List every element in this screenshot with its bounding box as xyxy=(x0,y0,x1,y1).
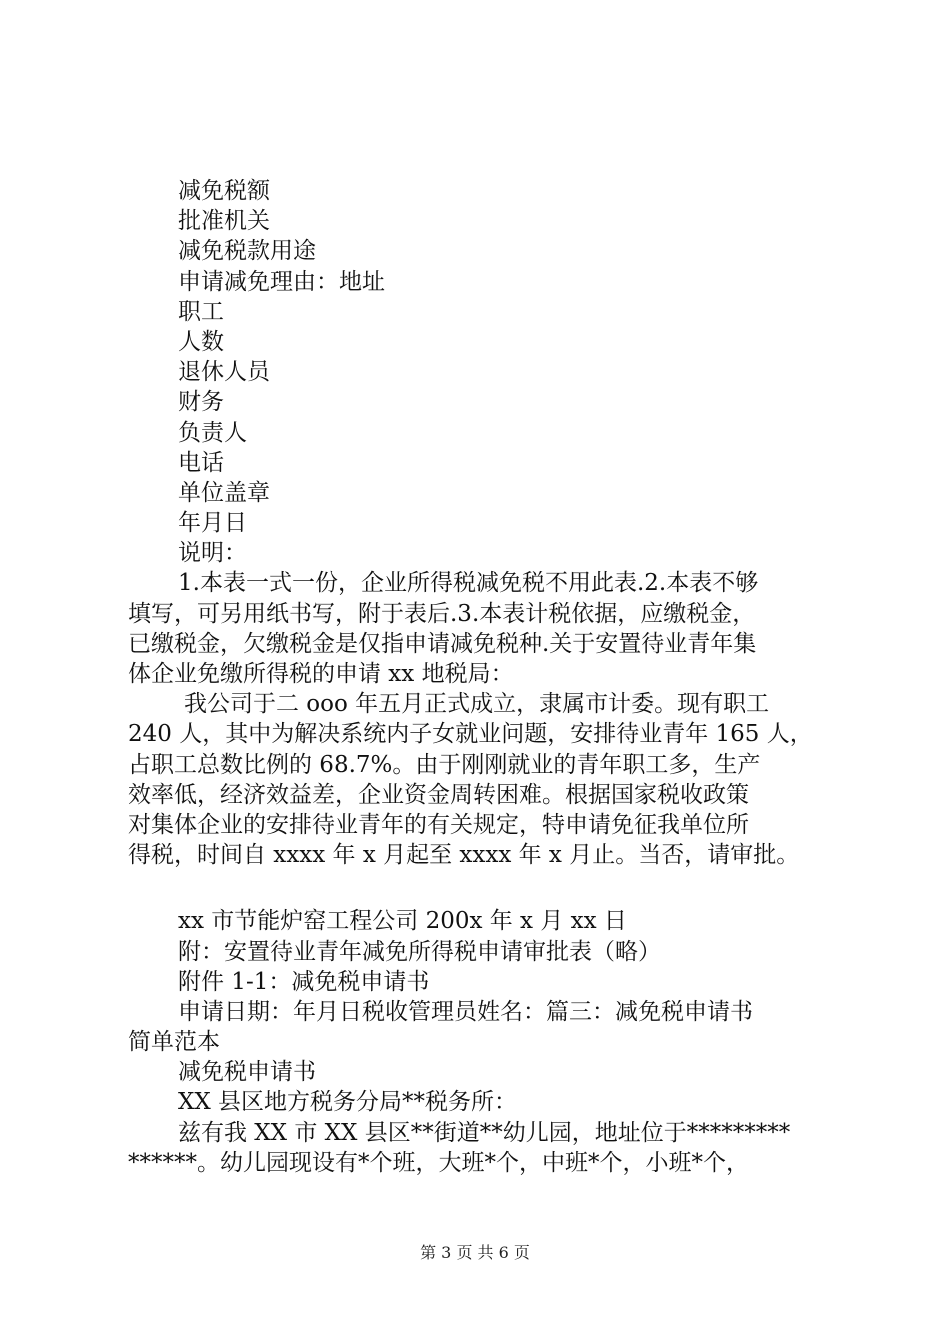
paragraph-line: 兹有我 XX 市 XX 县区**街道**幼儿园，地址位于********* xyxy=(178,1119,791,1146)
closing-section xyxy=(128,906,830,1178)
paragraph-line: ******。幼儿园现设有*个班，大班*个，中班*个，小班*个， xyxy=(128,1149,749,1176)
paragraph-line: 占职工总数比例的 68.7%。由于刚刚就业的青年职工多，生产 xyxy=(128,751,761,778)
paragraph-line: 得税，时间自 xxxx 年 x 月起至 xxxx 年 x 月止。当否，请审批。 xyxy=(128,842,800,869)
attachment-note: 附：安置待业青年减免所得税申请审批表（略） xyxy=(178,938,661,965)
field-phone: 电话 xyxy=(178,449,224,476)
sample-title: 减免税申请书 xyxy=(178,1059,316,1086)
document-body xyxy=(128,176,830,1178)
field-tax-usage: 减免税款用途 xyxy=(178,238,316,265)
field-finance: 财务 xyxy=(178,389,224,416)
recipient-line: XX 县区地方税务分局**税务所： xyxy=(178,1089,518,1116)
field-notes-heading: 说明： xyxy=(178,540,247,567)
application-date-line: 申请日期：年月日税收管理员姓名：篇三：减免税申请书 xyxy=(178,998,753,1025)
page-number-footer: 第 3 页 共 6 页 xyxy=(420,1243,530,1262)
company-signature-line: xx 市节能炉窑工程公司 200x 年 x 月 xx 日 xyxy=(178,908,627,935)
attachment-title: 附件 1-1：减免税申请书 xyxy=(178,968,430,995)
field-person-in-charge: 负责人 xyxy=(178,419,247,446)
field-staff: 职工 xyxy=(178,298,224,325)
field-seal: 单位盖章 xyxy=(178,479,270,506)
paragraph-line: 1.本表一式一份，企业所得税减免税不用此表.2.本表不够 xyxy=(178,570,759,597)
field-headcount: 人数 xyxy=(178,328,224,355)
field-date: 年月日 xyxy=(178,510,247,537)
field-reason-address: 申请减免理由：地址 xyxy=(178,268,385,295)
paragraph-line: 240 人，其中为解决系统内子女就业问题，安排待业青年 165 人， xyxy=(128,721,813,748)
paragraph-line: 简单范本 xyxy=(128,1029,220,1056)
paragraph-line: 已缴税金，欠缴税金是仅指申请减免税种.关于安置待业青年集 xyxy=(128,630,757,657)
paragraph-line: 对集体企业的安排待业青年的有关规定，特申请免征我单位所 xyxy=(128,811,749,838)
paragraph-line: 效率低，经济效益差，企业资金周转困难。根据国家税收政策 xyxy=(128,781,749,808)
paragraph-line: 体企业免缴所得税的申请 xx 地税局： xyxy=(128,661,514,687)
field-tax-reduction-amount: 减免税额 xyxy=(178,178,270,204)
field-retirees: 退休人员 xyxy=(178,359,270,386)
form-field-list xyxy=(128,176,830,568)
field-approving-authority: 批准机关 xyxy=(178,208,270,235)
paragraph-spacer xyxy=(128,870,830,906)
letter-paragraph xyxy=(128,689,830,870)
paragraph-line: 我公司于二 ooo 年五月正式成立，隶属市计委。现有职工 xyxy=(184,691,770,718)
notes-paragraph xyxy=(128,568,830,689)
paragraph-line: 填写，可另用纸书写，附于表后.3.本表计税依据，应缴税金， xyxy=(128,600,756,627)
